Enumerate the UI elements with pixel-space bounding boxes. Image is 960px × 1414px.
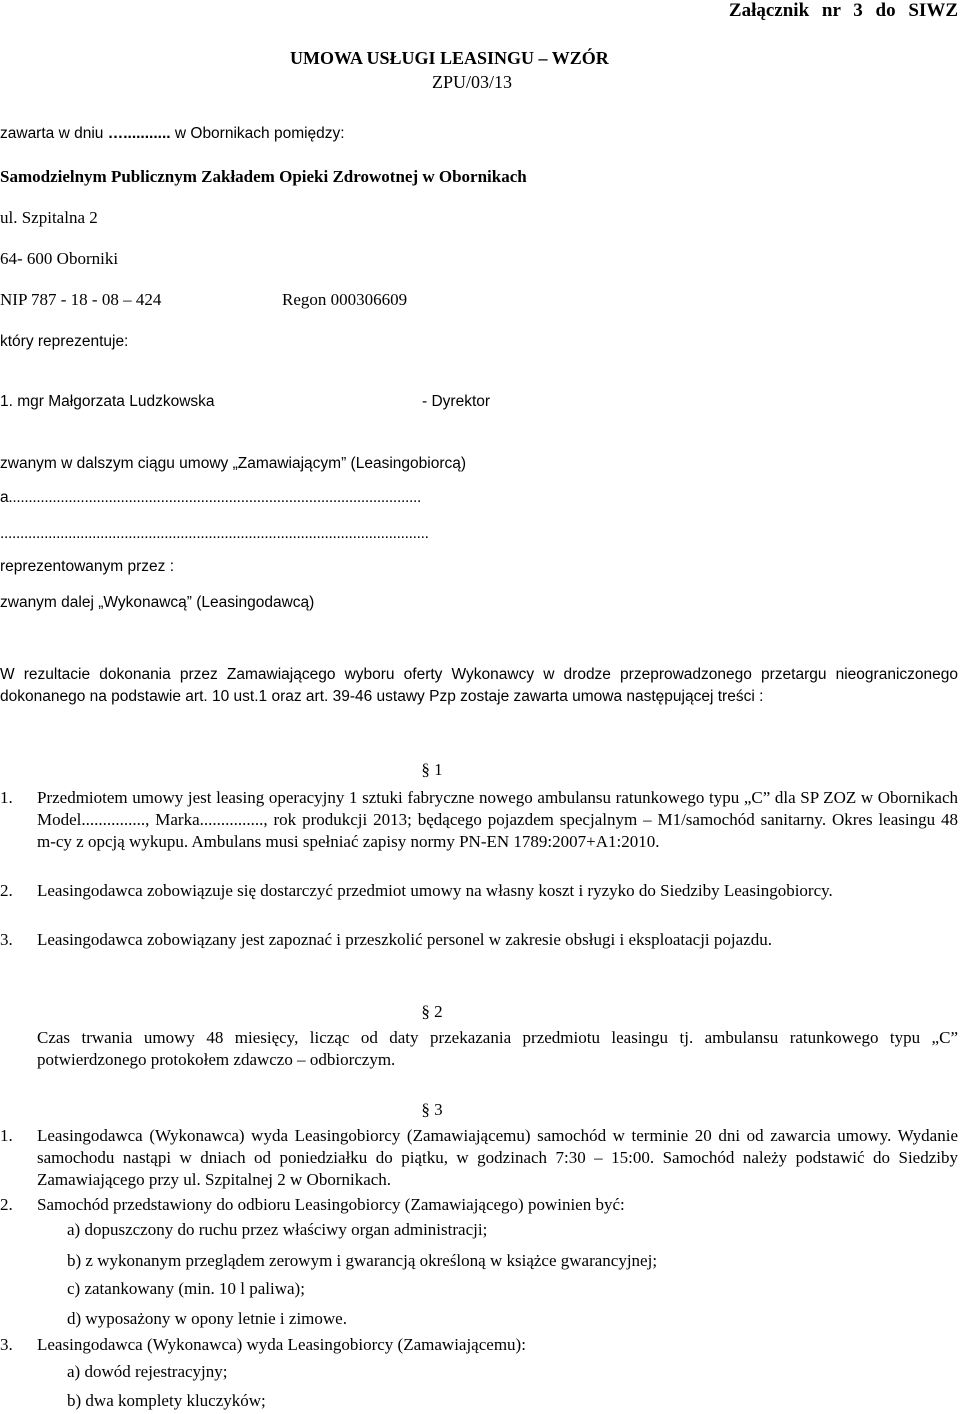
org-name: Samodzielnym Publicznym Zakładem Opieki Zdrowotnej w Obornikach bbox=[0, 167, 527, 186]
item-number: 3. bbox=[0, 930, 13, 949]
section-3-item bbox=[0, 1125, 958, 1191]
org-street: ul. Szpitalna 2 bbox=[0, 208, 98, 227]
org-city: 64- 600 Oborniki bbox=[0, 249, 119, 268]
sub-item: b) dwa komplety kluczyków; bbox=[67, 1391, 266, 1410]
item-text: Leasingodawca zobowiązuje się dostarczyć przedmiot umowy na własny koszt i ryzyko do Siedziby Leasingobiorcy. bbox=[37, 881, 833, 900]
contractor-definition: zwanym dalej „Wykonawcą” (Leasingodawcą) bbox=[0, 594, 315, 611]
represented-by-label: który reprezentuje: bbox=[0, 333, 129, 350]
section-3-item bbox=[0, 1334, 958, 1356]
sub-item: a) dopuszczony do ruchu przez właściwy organ administracji; bbox=[67, 1220, 488, 1239]
sub-item: b) z wykonanym przeglądem zerowym i gwarancją określoną w książce gwarancyjnej; bbox=[67, 1251, 658, 1270]
concluded-line bbox=[0, 125, 345, 143]
orderer-definition: zwanym w dalszym ciągu umowy „Zamawiającym” (Leasingobiorcą) bbox=[0, 455, 467, 472]
section-1-item bbox=[0, 880, 958, 902]
section-2-body bbox=[0, 1027, 958, 1071]
representative-role: - Dyrektor bbox=[422, 393, 491, 410]
attachment-label: Załącznik nr 3 do SIWZ bbox=[728, 0, 958, 21]
section-1-heading: § 1 bbox=[421, 760, 443, 779]
org-regon: Regon 000306609 bbox=[282, 290, 408, 309]
item-number: 3. bbox=[0, 1335, 13, 1354]
item-number: 1. bbox=[0, 788, 13, 807]
concluded-suffix: w Obornikach pomiędzy: bbox=[170, 125, 345, 142]
item-text: Leasingodawca (Wykonawca) wyda Leasingobiorcy (Zamawiającemu): bbox=[37, 1335, 526, 1354]
contractor-address-placeholder: ........................................................................................................... bbox=[0, 525, 429, 542]
item-number: 1. bbox=[0, 1126, 13, 1145]
represented-colon-label: reprezentowanym przez : bbox=[0, 558, 175, 575]
section-3-item bbox=[0, 1194, 958, 1216]
org-nip: NIP 787 - 18 - 08 – 424 bbox=[0, 290, 162, 309]
section-2-text: Czas trwania umowy 48 miesięcy, licząc od daty przekazania przedmiotu leasingu tj. ambulansu ratunkowego typu „C” potwierdzonego protokołem zdawczo – odbiorczym. bbox=[37, 1028, 958, 1069]
representative-name: 1. mgr Małgorzata Ludzkowska bbox=[0, 393, 215, 410]
section-1-item bbox=[0, 787, 958, 853]
intro-paragraph: W rezultacie dokonania przez Zamawiającego wyboru oferty Wykonawcy w drodze przeprowadzonego przetargu nieograniczonego dokonanego na podstawie art. 10 ust.1 oraz art. 39-46 ustawy Pzp zostaje zawarta umowa następującej treści : bbox=[0, 666, 958, 705]
concluded-date-placeholder: …........... bbox=[107, 125, 171, 142]
item-text: Leasingodawca zobowiązany jest zapoznać i przeszkolić personel w zakresie obsługi i eksploatacji pojazdu. bbox=[37, 930, 772, 949]
sub-item: c) zatankowany (min. 10 l paliwa); bbox=[67, 1279, 305, 1298]
section-1-item bbox=[0, 929, 958, 951]
section-2-heading: § 2 bbox=[421, 1002, 443, 1021]
item-text: Przedmiotem umowy jest leasing operacyjny 1 sztuki fabryczne nowego ambulansu ratunkowego typu „C” dla SP ZOZ w Obornikach Model..............., Marka..............., rok produkcji 2013; będącego pojazdem specjalnym – M1/samochód sanitarny. Okres leasingu 48 m-cy z opcją wykupu. Ambulans musi spełniać zapisy normy PN-EN 1789:2007+A1:2010. bbox=[37, 788, 958, 851]
concluded-prefix: zawarta w dniu bbox=[0, 125, 108, 142]
item-number: 2. bbox=[0, 1195, 13, 1214]
item-text: Leasingodawca (Wykonawca) wyda Leasingobiorcy (Zamawiającemu) samochód w terminie 20 dni od zawarcia umowy. Wydanie samochodu nastąpi w dniach od poniedziałku do piątku, w godzinach 7:30 – 15:00. Samochód należy podstawić do Siedziby Zamawiającego przy ul. Szpitalnej 2 w Obornikach. bbox=[37, 1126, 958, 1189]
item-text: Samochód przedstawiony do odbioru Leasingobiorcy (Zamawiającego) powinien być: bbox=[37, 1195, 625, 1214]
contractor-name-placeholder: a....................................................................................................... bbox=[0, 489, 421, 506]
document-code: ZPU/03/13 bbox=[432, 72, 513, 92]
sub-item: a) dowód rejestracyjny; bbox=[67, 1362, 228, 1381]
sub-item: d) wyposażony w opony letnie i zimowe. bbox=[67, 1309, 347, 1328]
item-number: 2. bbox=[0, 881, 13, 900]
document-title: UMOWA USŁUGI LEASINGU – WZÓR bbox=[290, 48, 609, 68]
section-3-heading: § 3 bbox=[421, 1100, 443, 1119]
